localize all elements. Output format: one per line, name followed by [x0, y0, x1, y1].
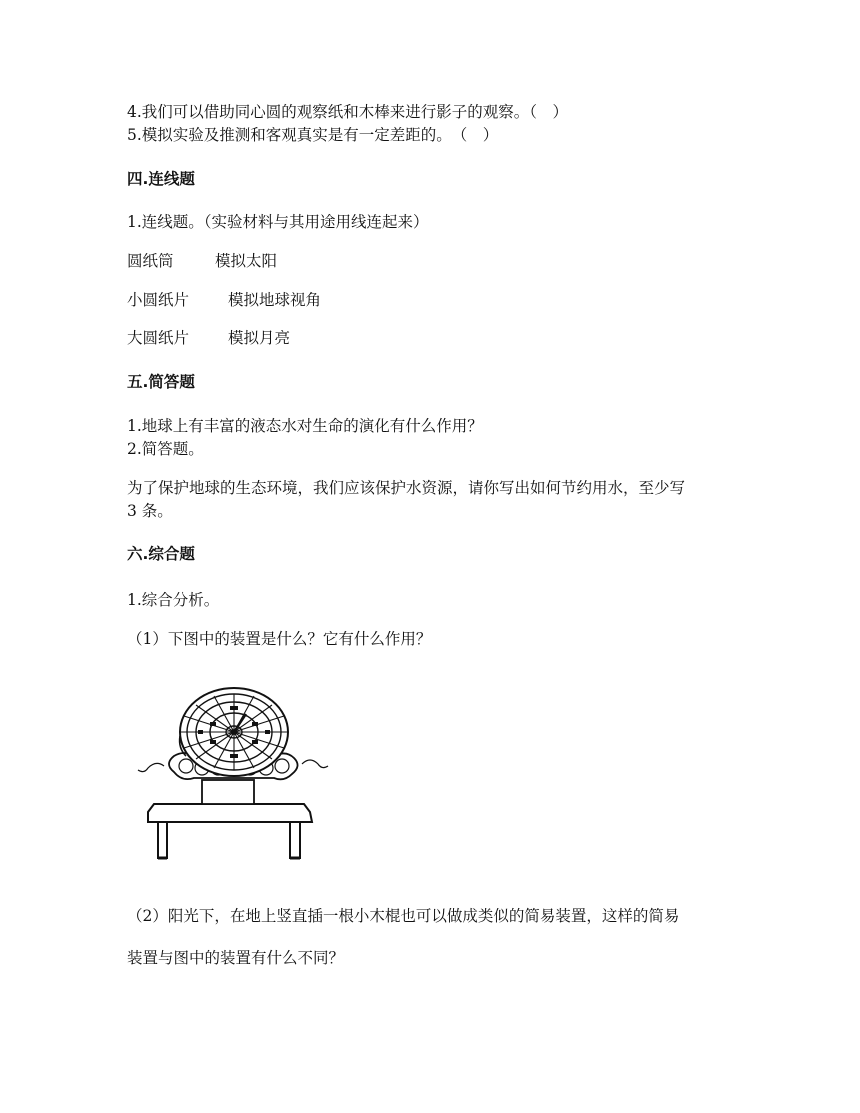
judge-question-5: 5.模拟实验及推测和客观真实是有一定差距的。 （ ） — [127, 126, 499, 144]
section-4-title: 四.连线题 — [127, 170, 195, 188]
sundial-figure — [134, 684, 334, 864]
matching-pair-2 — [127, 289, 321, 311]
comprehensive-question-1: 1.综合分析。 — [127, 591, 220, 609]
matching-left-item: 大圆纸片 — [127, 329, 190, 347]
matching-left-item: 小圆纸片 — [127, 291, 190, 309]
short-answer-question-2: 2.简答题。 — [127, 440, 204, 458]
matching-pair-1 — [127, 250, 277, 272]
short-answer-question-1: 1.地球上有丰富的液态水对生命的演化有什么作用？ — [127, 417, 483, 435]
judge-question-4: 4.我们可以借助同心圆的观察纸和木棒来进行影子的观察。（ ） — [127, 103, 569, 121]
matching-left-item: 圆纸筒 — [127, 252, 174, 270]
short-answer-question-2-text-cont: 3 条。 — [127, 502, 173, 520]
matching-right-item: 模拟地球视角 — [228, 291, 322, 309]
sub-question-2-cont: 装置与图中的装置有什么不同？ — [127, 949, 345, 967]
sub-question-2: （2）阳光下，在地上竖直插一根小木棍也可以做成类似的简易装置，这样的简易 — [127, 907, 680, 925]
sub-question-1: （1）下图中的装置是什么？它有什么作用？ — [127, 630, 432, 648]
short-answer-question-2-text: 为了保护地球的生态环境，我们应该保护水资源，请你写出如何节约用水，至少写 — [127, 479, 686, 497]
section-5-title: 五.简答题 — [127, 373, 195, 391]
matching-right-item: 模拟月亮 — [228, 329, 291, 347]
section-6-title: 六.综合题 — [127, 545, 195, 563]
matching-right-item: 模拟太阳 — [215, 252, 278, 270]
matching-question-1: 1.连线题。（实验材料与其用途用线连起来） — [127, 213, 429, 231]
matching-pair-3 — [127, 327, 290, 349]
